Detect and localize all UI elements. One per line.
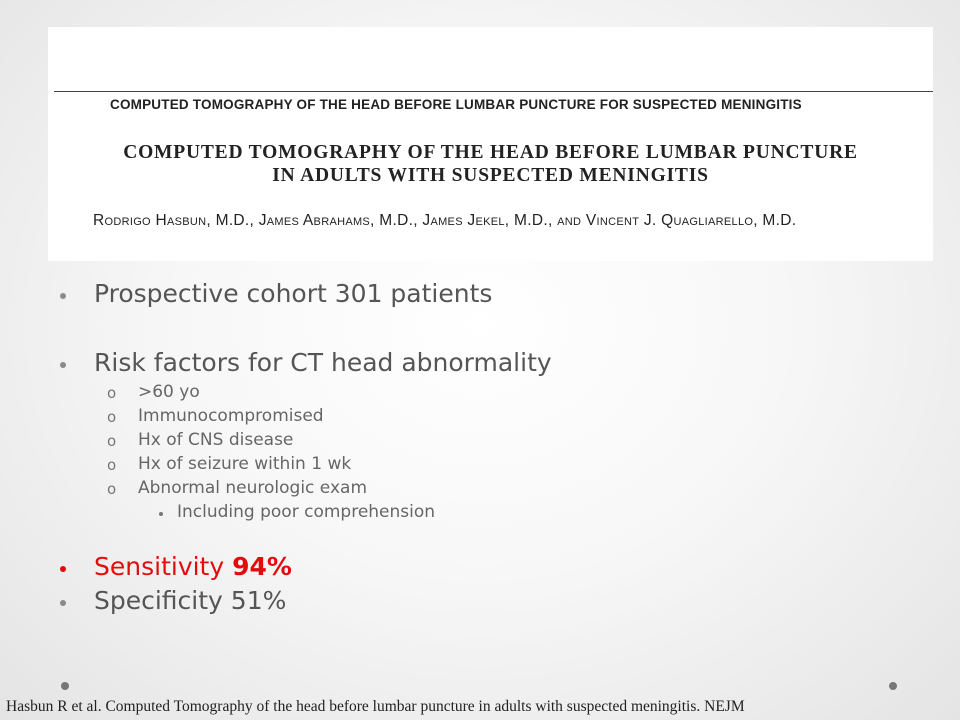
risk-factor-item: Immunocompromised — [138, 406, 324, 426]
sensitivity-label: Sensitivity — [94, 552, 233, 581]
risk-factor-item: >60 yo — [138, 382, 200, 402]
bullet-dot — [60, 362, 66, 368]
running-head: COMPUTED TOMOGRAPHY OF THE HEAD BEFORE LUMBAR PUNCTURE FOR SUSPECTED MENINGITIS — [110, 97, 802, 112]
risk-factor-item: Hx of CNS disease — [138, 430, 294, 450]
bullet-sensitivity — [94, 552, 292, 581]
bullet-dot — [60, 566, 66, 572]
article-authors: Rodrigo Hasbun, M.D., James Abrahams, M.D., James Jekel, M.D., and Vincent J. Quagliarello, M.D. — [93, 212, 797, 229]
bullet-specificity: Specificity 51% — [94, 586, 287, 615]
bullet-cohort: Prospective cohort 301 patients — [94, 279, 493, 308]
sensitivity-value: 94% — [232, 552, 292, 581]
bullet-risk-factors: Risk factors for CT head abnormality — [94, 348, 552, 377]
sub-bullet-marker: o — [107, 456, 117, 474]
risk-factor-sub-item: Including poor comprehension — [177, 502, 436, 522]
bullet-dot — [60, 600, 66, 606]
decorative-dot-left — [61, 682, 69, 690]
sub-bullet-marker: o — [107, 408, 117, 426]
article-title-line2: IN ADULTS WITH SUSPECTED MENINGITIS — [272, 165, 709, 186]
bullet-dot — [60, 293, 66, 299]
sub-bullet-marker: o — [107, 384, 117, 402]
sub-bullet-marker: o — [107, 480, 117, 498]
sub-bullet-marker: o — [107, 432, 117, 450]
sub-sub-bullet-dot — [159, 512, 163, 516]
article-title-line1: COMPUTED TOMOGRAPHY OF THE HEAD BEFORE LUMBAR PUNCTURE — [123, 142, 858, 163]
risk-factor-item: Hx of seizure within 1 wk — [138, 454, 352, 474]
risk-factor-item: Abnormal neurologic exam — [138, 478, 368, 498]
citation: Hasbun R et al. Computed Tomography of the head before lumbar puncture in adults with suspected meningitis. NEJM — [6, 698, 745, 715]
decorative-dot-right — [889, 682, 897, 690]
